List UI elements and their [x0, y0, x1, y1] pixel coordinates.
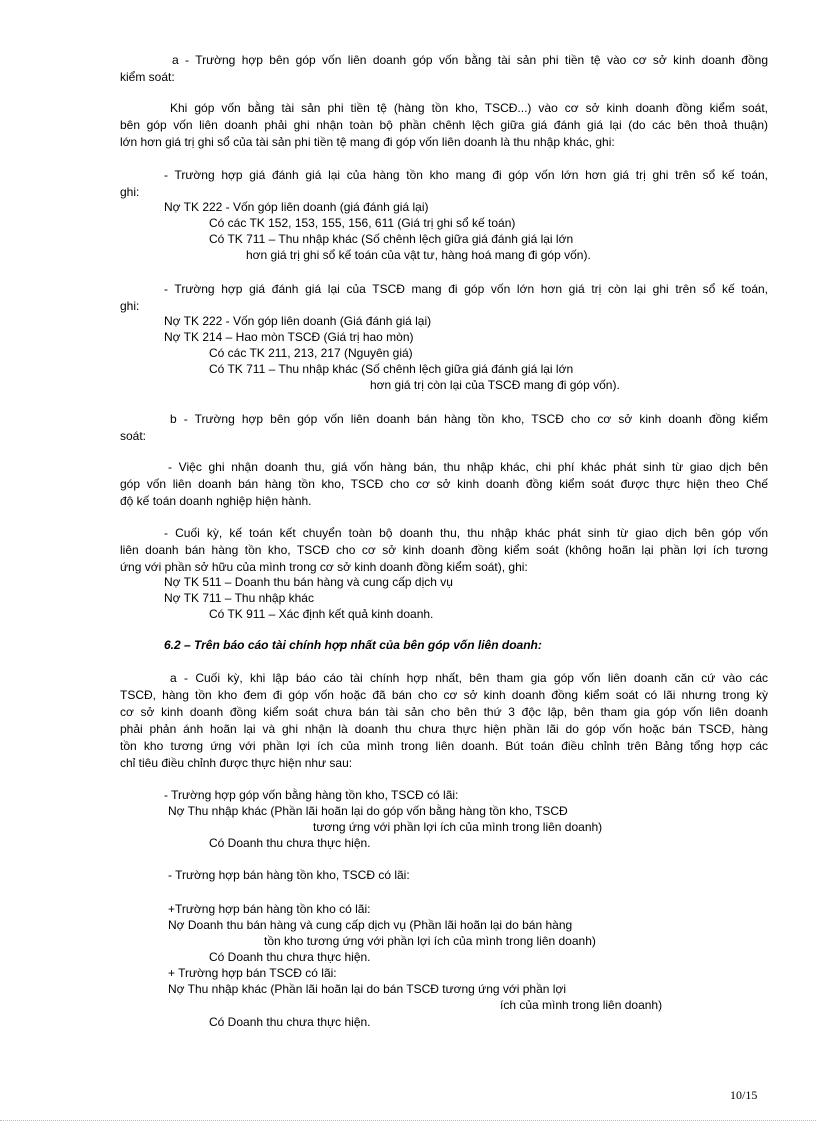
paragraph-line: - Trường hợp giá đánh giá lại của hàng tồn kho mang đi góp vốn lớn hơn giá trị ghi trên sổ kế toán, [164, 168, 768, 182]
paragraph-line: cơ sở kinh doanh đồng kiểm soát chưa bán tài sản cho bên thứ 3 độc lập, bên tham gia góp vốn liên doanh [120, 705, 768, 719]
journal-entry-line: Nợ Thu nhập khác (Phần lãi hoãn lại do bán TSCĐ tương ứng với phần lợi [168, 982, 566, 996]
paragraph-line: lớn hơn giá trị ghi sổ của tài sản phi tiền tệ mang đi góp vốn liên doanh là thu nhập khác, ghi: [120, 135, 615, 149]
journal-entry-line: Nợ TK 711 – Thu nhập khác [164, 591, 314, 605]
journal-entry-line: tồn kho tương ứng với phần lợi ích của mình trong liên doanh) [264, 934, 596, 948]
journal-entry-line: Nợ TK 214 – Hao mòn TSCĐ (Giá trị hao mòn) [164, 330, 414, 344]
journal-entry-line: Có TK 911 – Xác định kết quả kinh doanh. [209, 607, 434, 621]
paragraph-line: - Trường hợp góp vốn bằng hàng tồn kho, TSCĐ có lãi: [164, 788, 459, 802]
paragraph-line: a - Cuối kỳ, khi lập báo cáo tài chính hợp nhất, bên tham gia góp vốn liên doanh căn cứ vào các [170, 671, 768, 685]
page-number: 10/15 [730, 1088, 758, 1102]
paragraph-line: phải phản ánh hoãn lại và ghi nhận là doanh thu chưa thực hiện phần lãi do góp vốn hoặc bán TSCĐ, hàng [120, 722, 768, 736]
section-heading: 6.2 – Trên báo cáo tài chính hợp nhất của bên góp vốn liên doanh: [164, 638, 542, 652]
journal-entry-line: Nợ TK 511 – Doanh thu bán hàng và cung cấp dịch vụ [164, 575, 453, 589]
paragraph-line: kiểm soát: [120, 70, 175, 84]
journal-entry-line: Nợ TK 222 - Vốn góp liên doanh (Giá đánh giá lại) [164, 314, 432, 328]
journal-entry-line: tương ứng với phần lợi ích của mình trong liên doanh) [313, 820, 603, 834]
journal-entry-line: Có các TK 211, 213, 217 (Nguyên giá) [209, 346, 413, 360]
journal-entry-line: Có TK 711 – Thu nhập khác (Số chênh lệch giữa giá đánh giá lại lớn [209, 232, 574, 246]
paragraph-line: +Trường hợp bán hàng tồn kho có lãi: [168, 902, 371, 916]
paragraph-line: - Trường hợp bán hàng tồn kho, TSCĐ có lãi: [168, 868, 410, 882]
paragraph-line: - Cuối kỳ, kế toán kết chuyển toàn bộ doanh thu, thu nhập khác phát sinh từ giao dịch bên góp vốn [164, 526, 768, 540]
paragraph-line: - Việc ghi nhận doanh thu, giá vốn hàng bán, thu nhập khác, chi phí khác phát sinh từ giao dịch bên [168, 460, 768, 474]
paragraph-line: độ kế toán doanh nghiệp hiện hành. [120, 494, 312, 508]
paragraph-line: ghi: [120, 185, 140, 199]
paragraph-line: liên doanh bán hàng tồn kho, TSCĐ cho cơ sở kinh doanh đồng kiểm soát (không hoãn lại phần lợi ích tương [120, 543, 768, 557]
journal-entry-line: hơn giá trị ghi sổ kế toán của vật tư, hàng hoá mang đi góp vốn). [246, 248, 591, 262]
paragraph-line: góp vốn liên doanh bán hàng tồn kho, TSCĐ cho cơ sở kinh doanh đồng kiểm soát được thực hiện theo Chế [120, 477, 768, 491]
paragraph-line: tồn kho tương ứng với phần lợi ích của mình trong liên doanh. Bút toán điều chỉnh trên Bảng tổng hợp các [120, 739, 768, 753]
paragraph-line: + Trường hợp bán TSCĐ có lãi: [168, 966, 337, 980]
journal-entry-line: Có TK 711 – Thu nhập khác (Số chênh lệch giữa giá đánh giá lại lớn [209, 362, 574, 376]
journal-entry-line: Có các TK 152, 153, 155, 156, 611 (Giá trị ghi sổ kế toán) [209, 216, 516, 230]
paragraph-line: Khi góp vốn bằng tài sản phi tiền tệ (hàng tồn kho, TSCĐ...) vào cơ sở kinh doanh đồng kiểm soát, [170, 101, 768, 115]
journal-entry-line: ích của mình trong liên doanh) [500, 998, 663, 1012]
paragraph-line: TSCĐ, hàng tồn kho đem đi góp vốn hoặc đã bán cho cơ sở kinh doanh đồng kiểm soát có lãi nhưng trong kỳ [120, 688, 768, 702]
journal-entry-line: Có Doanh thu chưa thực hiện. [209, 950, 371, 964]
paragraph-line: soát: [120, 429, 147, 443]
page-bottom-border [0, 1120, 816, 1121]
paragraph-line: ứng với phần sở hữu của mình trong cơ sở kinh doanh đồng kiểm soát), ghi: [120, 560, 528, 574]
journal-entry-line: hơn giá trị còn lại của TSCĐ mang đi góp vốn). [370, 378, 620, 392]
journal-entry-line: Nợ Doanh thu bán hàng và cung cấp dịch vụ (Phần lãi hoãn lại do bán hàng [168, 918, 573, 932]
journal-entry-line: Có Doanh thu chưa thực hiện. [209, 836, 371, 850]
paragraph-line: a - Trường hợp bên góp vốn liên doanh góp vốn bằng tài sản phi tiền tệ vào cơ sở kinh doanh đồng [172, 53, 768, 67]
paragraph-line: - Trường hợp giá đánh giá lại của TSCĐ mang đi góp vốn lớn hơn giá trị còn lại ghi trên sổ kế toán, [164, 282, 768, 296]
paragraph-line: bên góp vốn liên doanh phải ghi nhận toàn bộ phần chênh lệch giữa giá đánh giá lại (do các bên thoả thuận) [120, 118, 768, 132]
journal-entry-line: Nợ TK 222 - Vốn góp liên doanh (giá đánh giá lại) [164, 200, 429, 214]
paragraph-line: ghi: [120, 299, 140, 313]
journal-entry-line: Có Doanh thu chưa thực hiện. [209, 1015, 371, 1029]
paragraph-line: b - Trường hợp bên góp vốn liên doanh bán hàng tồn kho, TSCĐ cho cơ sở kinh doanh đồng kiểm [170, 412, 768, 426]
journal-entry-line: Nợ Thu nhập khác (Phần lãi hoãn lại do góp vốn bằng hàng tồn kho, TSCĐ [168, 804, 568, 818]
paragraph-line: chỉ tiêu điều chỉnh được thực hiện như sau: [120, 756, 353, 770]
